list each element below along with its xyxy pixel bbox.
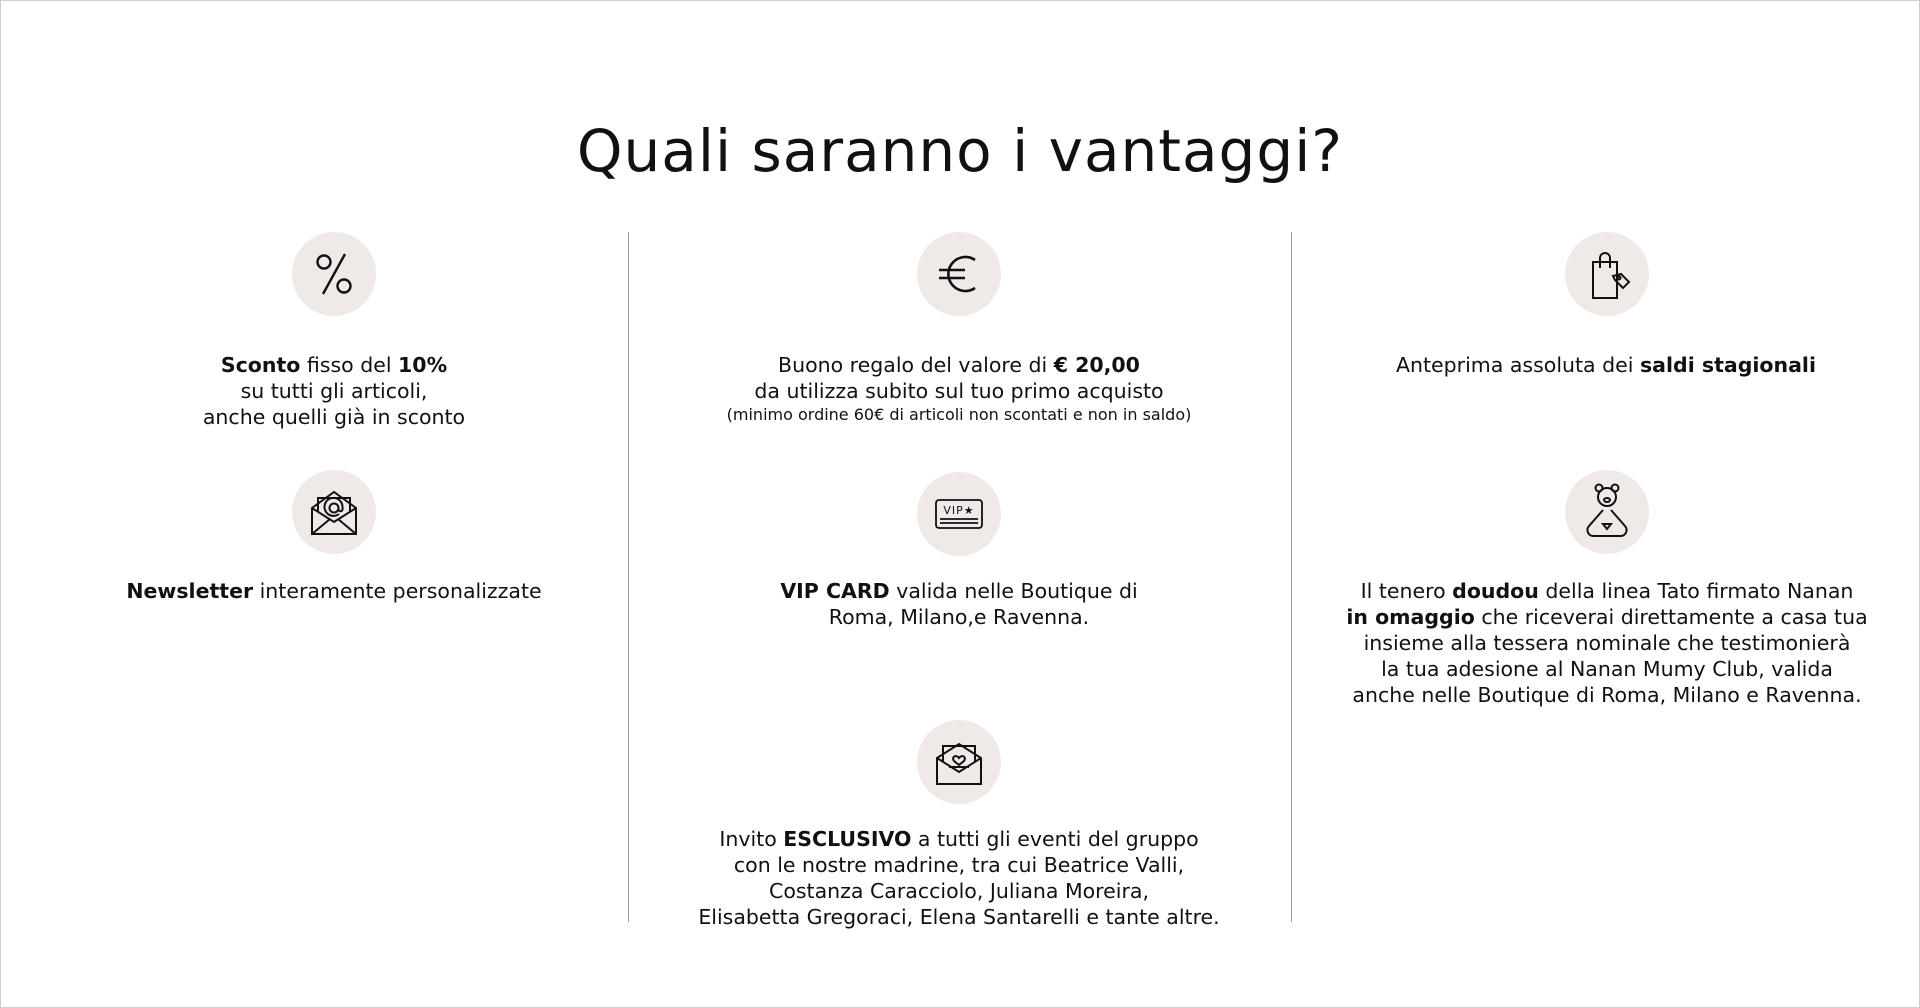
benefit-voucher-text: Buono regalo del valore di € 20,00 da utilizza subito sul tuo primo acquisto (minimo ordine 60€ di articoli non scontati e non in saldo): [726, 353, 1192, 424]
vip-card-icon: [917, 472, 1001, 556]
vip-card-label: VIP★: [943, 504, 975, 517]
percent-icon: [292, 232, 376, 316]
page-title: Quali saranno i vantaggi?: [576, 116, 1344, 185]
column-divider-right: [1291, 232, 1292, 922]
benefit-vip-text: VIP CARD valida nelle Boutique di Roma, Milano,e Ravenna.: [780, 579, 1138, 629]
envelope-at-icon: [292, 470, 376, 554]
column-divider-left: [628, 232, 629, 922]
benefit-invite-text: Invito ESCLUSIVO a tutti gli eventi del gruppo con le nostre madrine, tra cui Beatrice Valli, Costanza Caracciolo, Juliana Moreira, Elisabetta Gregoraci, Elena Santarelli e tante altre.: [698, 827, 1220, 929]
teddy-doudou-icon: [1565, 470, 1649, 554]
benefit-newsletter-text: Newsletter interamente personalizzate: [126, 579, 542, 603]
euro-icon: [917, 232, 1001, 316]
benefit-sales-text: Anteprima assoluta dei saldi stagionali: [1396, 353, 1816, 377]
benefit-doudou-text: Il tenero doudou della linea Tato firmato Nanan in omaggio che riceverai direttamente a casa tua insieme alla tessera nominale che testimonierà la tua adesione al Nanan Mumy Club, valida anche nelle Boutique di Roma, Milano e Ravenna.: [1346, 579, 1868, 707]
invitation-envelope-icon: [917, 720, 1001, 804]
benefit-discount-text: Sconto fisso del 10% su tutti gli articoli, anche quelli già in sconto: [202, 353, 466, 429]
shopping-bag-tag-icon: [1565, 232, 1649, 316]
